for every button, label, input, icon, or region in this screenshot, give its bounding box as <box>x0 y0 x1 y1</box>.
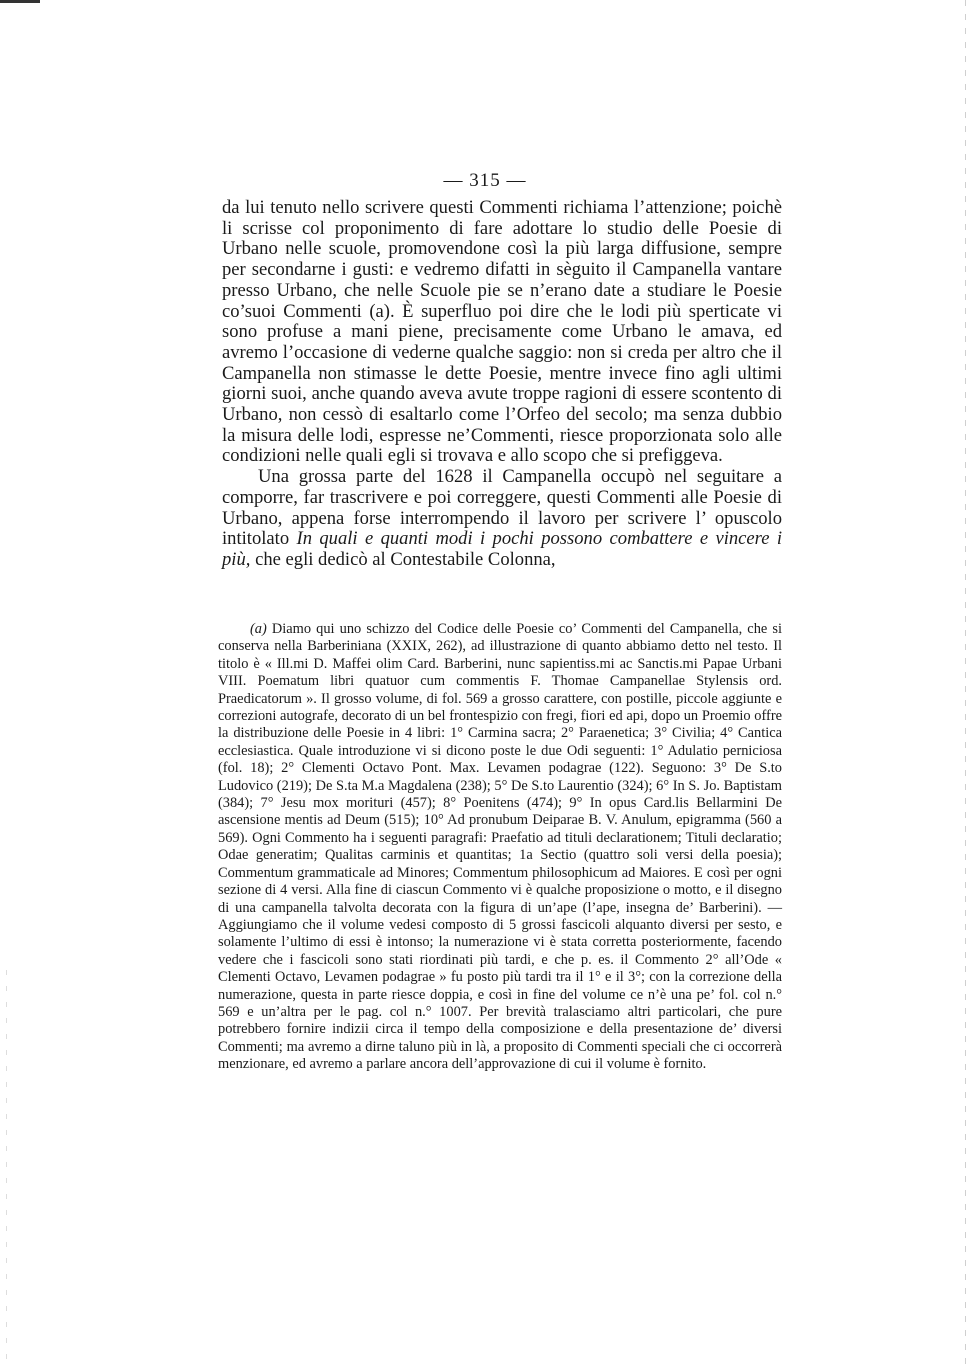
paragraph-2-start: Una grossa parte del 1628 il Campanella occupò nel seguitare a comporre, far trascrivere e poi correggere, questi Commenti alle Poesie di Urbano, appena forse interrompendo il lavoro per scrivere l’ opuscolo intitolato <box>222 466 782 550</box>
scan-edge-line-right <box>965 0 966 1370</box>
footnote <box>218 621 782 1074</box>
footnote-a <box>218 621 782 1074</box>
main-text <box>222 198 782 571</box>
page-number: — 315 — <box>443 170 527 191</box>
paragraph-2-end: che egli dedicò al Contestabile Colonna, <box>250 548 556 570</box>
scan-edge-line-left <box>6 970 7 1370</box>
footnote-marker: (a) <box>250 621 267 637</box>
opuscolo-title: In quali e quanti modi i pochi possono combattere e vincere i più, <box>222 528 782 570</box>
paragraph-2 <box>222 467 782 571</box>
scan-edge-mark <box>0 0 40 3</box>
footnote-text: Diamo qui uno schizzo del Codice delle Poesie co’ Commenti del Campanella, che si conserva nella Barberiniana (XXIX, 262), ad illustrazione di quanto abbiamo detto nel testo. Il titolo è « Ill.mi D. Maffei olim Card. Barberini, nunc sapientiss.mi ac Sanctis.mi Papae Urbani VIII. Poematum libri quatuor cum commentis F. Thomae Campanellae Stylensis ord. Praedicatorum ». Il grosso volume, di fol. 569 a grosso carattere, con postille, piccole aggiunte e correzioni autografe, decorato di un bel frontespizio con fregi, fiori ed api, dopo un Proemio offre la distribuzione delle Poesie in 4 libri: 1° Carmina sacra; 2° Paraenetica; 3° Civilia; 4° Cantica ecclesiastica. Quale introduzione vi si dicono poste le due Odi seguenti: 1° Adulatio perniciosa (fol. 18); 2° Clementi Octavo Pont. Max. Levamen podagrae (122). Seguono: 3° De S.to Ludovico (219); De S.ta M.a Magdalena (238); 5° De S.to Laurentio (324); 6° In S. Jo. Baptistam (384); 7° Jesu mox morituri (457); 8° Poenitens (474); 9° In opus Card.lis Bellarmini De ascensione mentis ad Deum (515); 10° Ad pronubum Deiparae B. V. Anulum, epigramma (560 a 569). Ogni Commento ha i seguenti paragrafi: Praefatio ad tituli declarationem; Tituli declaratio; Odae generatim; Qualitas carminis et quantitas; 1a Sectio (quattro soli versi della poesia); Commentum grammaticale ad Minores; Commentum philosophicum ad Maiores. E così per ogni sezione di 4 versi. Alla fine di ciascun Commento vi è qualche proposizione o motto, e il disegno di una campanella talvolta decorata con la figura di un’ape (l’ape, insegna de’ Barberini). — Aggiungiamo che il volume vedesi composto di 5 grossi fascicoli alquanto diversi per sesto, e solamente l’ultimo di essi è intonso; la numerazione vi è stata corretta posteriormente, facendo vedere che i fascicoli sono stati riordinati più tardi, e che p. es. il Commento 2° all’Ode « Clementi Octavo, Levamen podagrae » fu posto più tardi tra il 1° e il 3°; con la correzione della numerazione, questa in parte riesce doppia, e così in fine del volume ce n’è una pe’ fol. col n.° 569 e un’altra per le pag. col n.° 1007. Per brevità tralasciamo altri particolari, che pure potrebbero fornire indizii circa il tempo della composizione e della presentazione de’ diversi Commenti; ma avremo a dirne taluno più in là, a proposito di Commenti speciali che ci occorrerà menzionare, ed avremo a parlare ancora dell’approvazione di cui il volume è fornito. <box>218 621 782 1073</box>
paragraph-1: da lui tenuto nello scrivere questi Commenti richiama l’attenzione; poichè li scrisse col proponimento di fare adottare lo studio delle Poesie di Urbano nelle scuole, promovendone così la più larga diffusione, sempre per secondarne i gusti: e vedremo difatti in sèguito il Campanella vantare presso Urbano, che nelle Scuole pie se n’erano date a studiare le Poesie co’suoi Commenti (a). È superfluo poi dire che le lodi più sperticate vi sono profuse a mani piene, precisamente come Urbano le amava, ed avremo l’occasione di vederne qualche saggio: non si creda per altro che il Campanella non stimasse le dette Poesie, mentre invece fino agli ultimi giorni suoi, anche quando aveva avute troppe ragioni di essere scontento di Urbano, non cessò di esaltarlo come l’Orfeo del secolo; ma senza dubbio la misura delle lodi, espresse ne’Commenti, riesce proporzionata solo alle condizioni nelle quali egli si trovava e allo scopo che si prefiggeva. <box>222 197 782 467</box>
